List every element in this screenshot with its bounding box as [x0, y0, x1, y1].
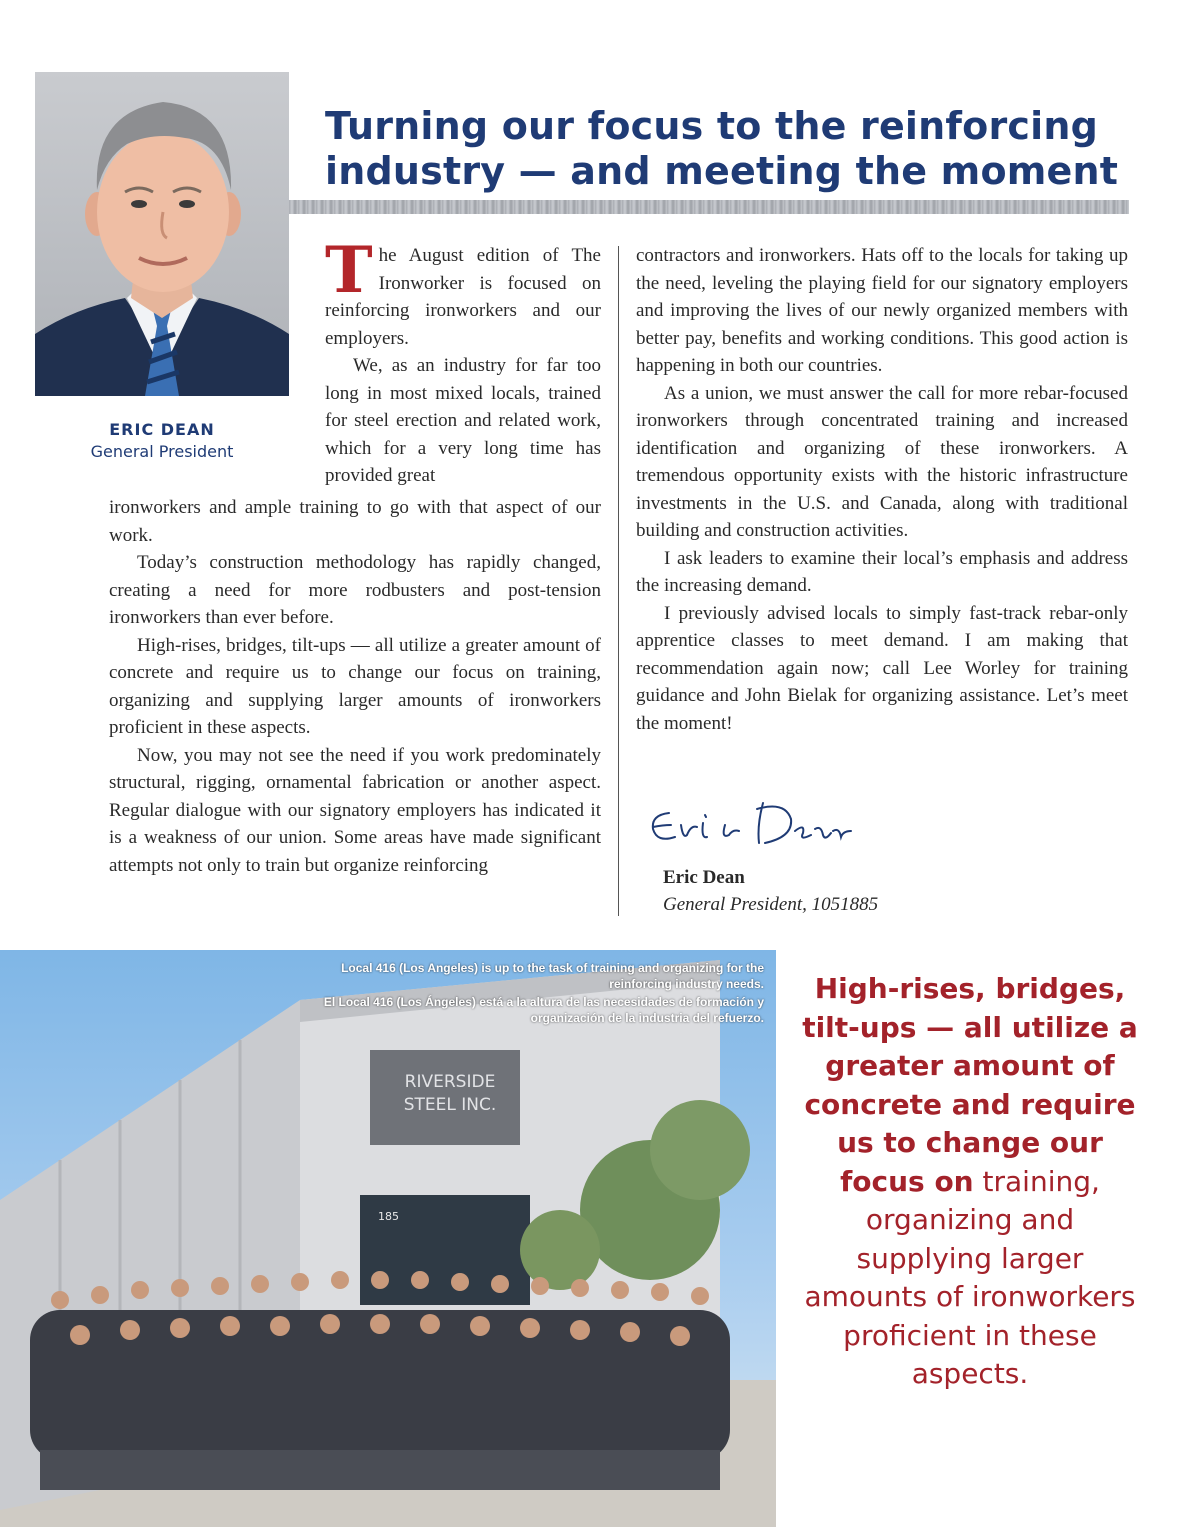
photo-caption: [294, 960, 764, 1026]
column-divider: [618, 246, 619, 916]
signature-title: General President, 1051885: [663, 894, 879, 915]
portrait-illustration: [35, 72, 289, 396]
pull-quote: [800, 970, 1140, 1394]
signature-name: Eric Dean: [663, 867, 745, 888]
article-column-left: [109, 494, 601, 879]
sign-line-2: STEEL INC.: [403, 1095, 497, 1115]
photo-caption-spanish: El Local 416 (Los Ángeles) está a la altura de las necesidades de formación y organización de la industria del refuerzo.: [323, 995, 764, 1025]
photo-caption-english: Local 416 (Los Angeles) is up to the task of training and organizing for the reinforcing industry needs.: [341, 961, 764, 991]
paragraph-leaders: I ask leaders to examine their local’s emphasis and address the increasing demand.: [636, 547, 1128, 596]
paragraph-union-call: As a union, we must answer the call for more rebar-focused ironworkers through concentrated training and increased identification and organizing of these ironworkers. A tremendous opportunity exists with the historic infrastructure investments in the U.S. and Canada, along with traditional building and construction activities.: [636, 382, 1128, 541]
drop-cap: T: [325, 233, 373, 308]
portrait-caption: [35, 420, 289, 461]
paragraph-industry-continued: ironworkers and ample training to go with that aspect of our work.: [109, 497, 601, 546]
page-title: Turning our focus to the reinforcing industry — and meeting the moment: [325, 104, 1119, 193]
article-column-narrow: [325, 233, 601, 490]
paragraph-industry: We, as an industry for far too long in most mixed locals, trained for steel erection and related work, which for a very long time has provided great: [325, 355, 601, 486]
author-title: General President: [90, 442, 234, 461]
paragraph-intro: [325, 233, 601, 352]
address-number: 185: [378, 1210, 399, 1223]
author-name: ERIC DEAN: [109, 420, 215, 439]
paragraph-fast-track: I previously advised locals to simply fast-track rebar-only apprentice classes to meet demand. I am making that recommendation again now; call Lee Worley for training guidance and John Bielak for organizing assistance. Let’s meet the moment!: [636, 602, 1128, 734]
handwritten-signature: [645, 795, 865, 855]
paragraph-intro-text: he August edition of The Ironworker is focused on reinforcing ironworkers and our employers.: [325, 245, 601, 349]
title-divider: [289, 200, 1129, 214]
paragraph-high-rises: High-rises, bridges, tilt-ups — all utilize a greater amount of concrete and require us to change our focus on training, organizing and supplying larger amounts of ironworkers proficient in these aspects.: [109, 634, 601, 738]
pull-quote-bold: High-rises, bridges, tilt-ups — all utilize a greater amount of concrete and require us to change our focus on: [802, 972, 1138, 1198]
sign-line-1: RIVERSIDE: [404, 1072, 496, 1092]
article-column-right: [636, 242, 1128, 737]
author-portrait: [35, 72, 289, 396]
paragraph-dialogue-continued: contractors and ironworkers. Hats off to the locals for taking up the need, leveling the playing field for our signatory employers and improving the lives of our newly organized members with better pay, benefits and working conditions. This good action is happening in both our countries.: [636, 245, 1128, 376]
pull-quote-regular: training, organizing and supplying larger amounts of ironworkers proficient in these aspects.: [804, 1164, 1136, 1390]
building-group-illustration: [0, 950, 776, 1527]
paragraph-methodology: Today’s construction methodology has rapidly changed, creating a need for more rodbusters and post-tension ironworkers than ever before.: [109, 552, 601, 628]
group-photo: [0, 950, 776, 1527]
paragraph-dialogue: Now, you may not see the need if you work predominately structural, rigging, ornamental fabrication or another aspect. Regular dialogue with our signatory employers has indicated it is a weakness of our union. Some areas have made significant attempts not only to train but organize reinforcing: [109, 744, 601, 876]
